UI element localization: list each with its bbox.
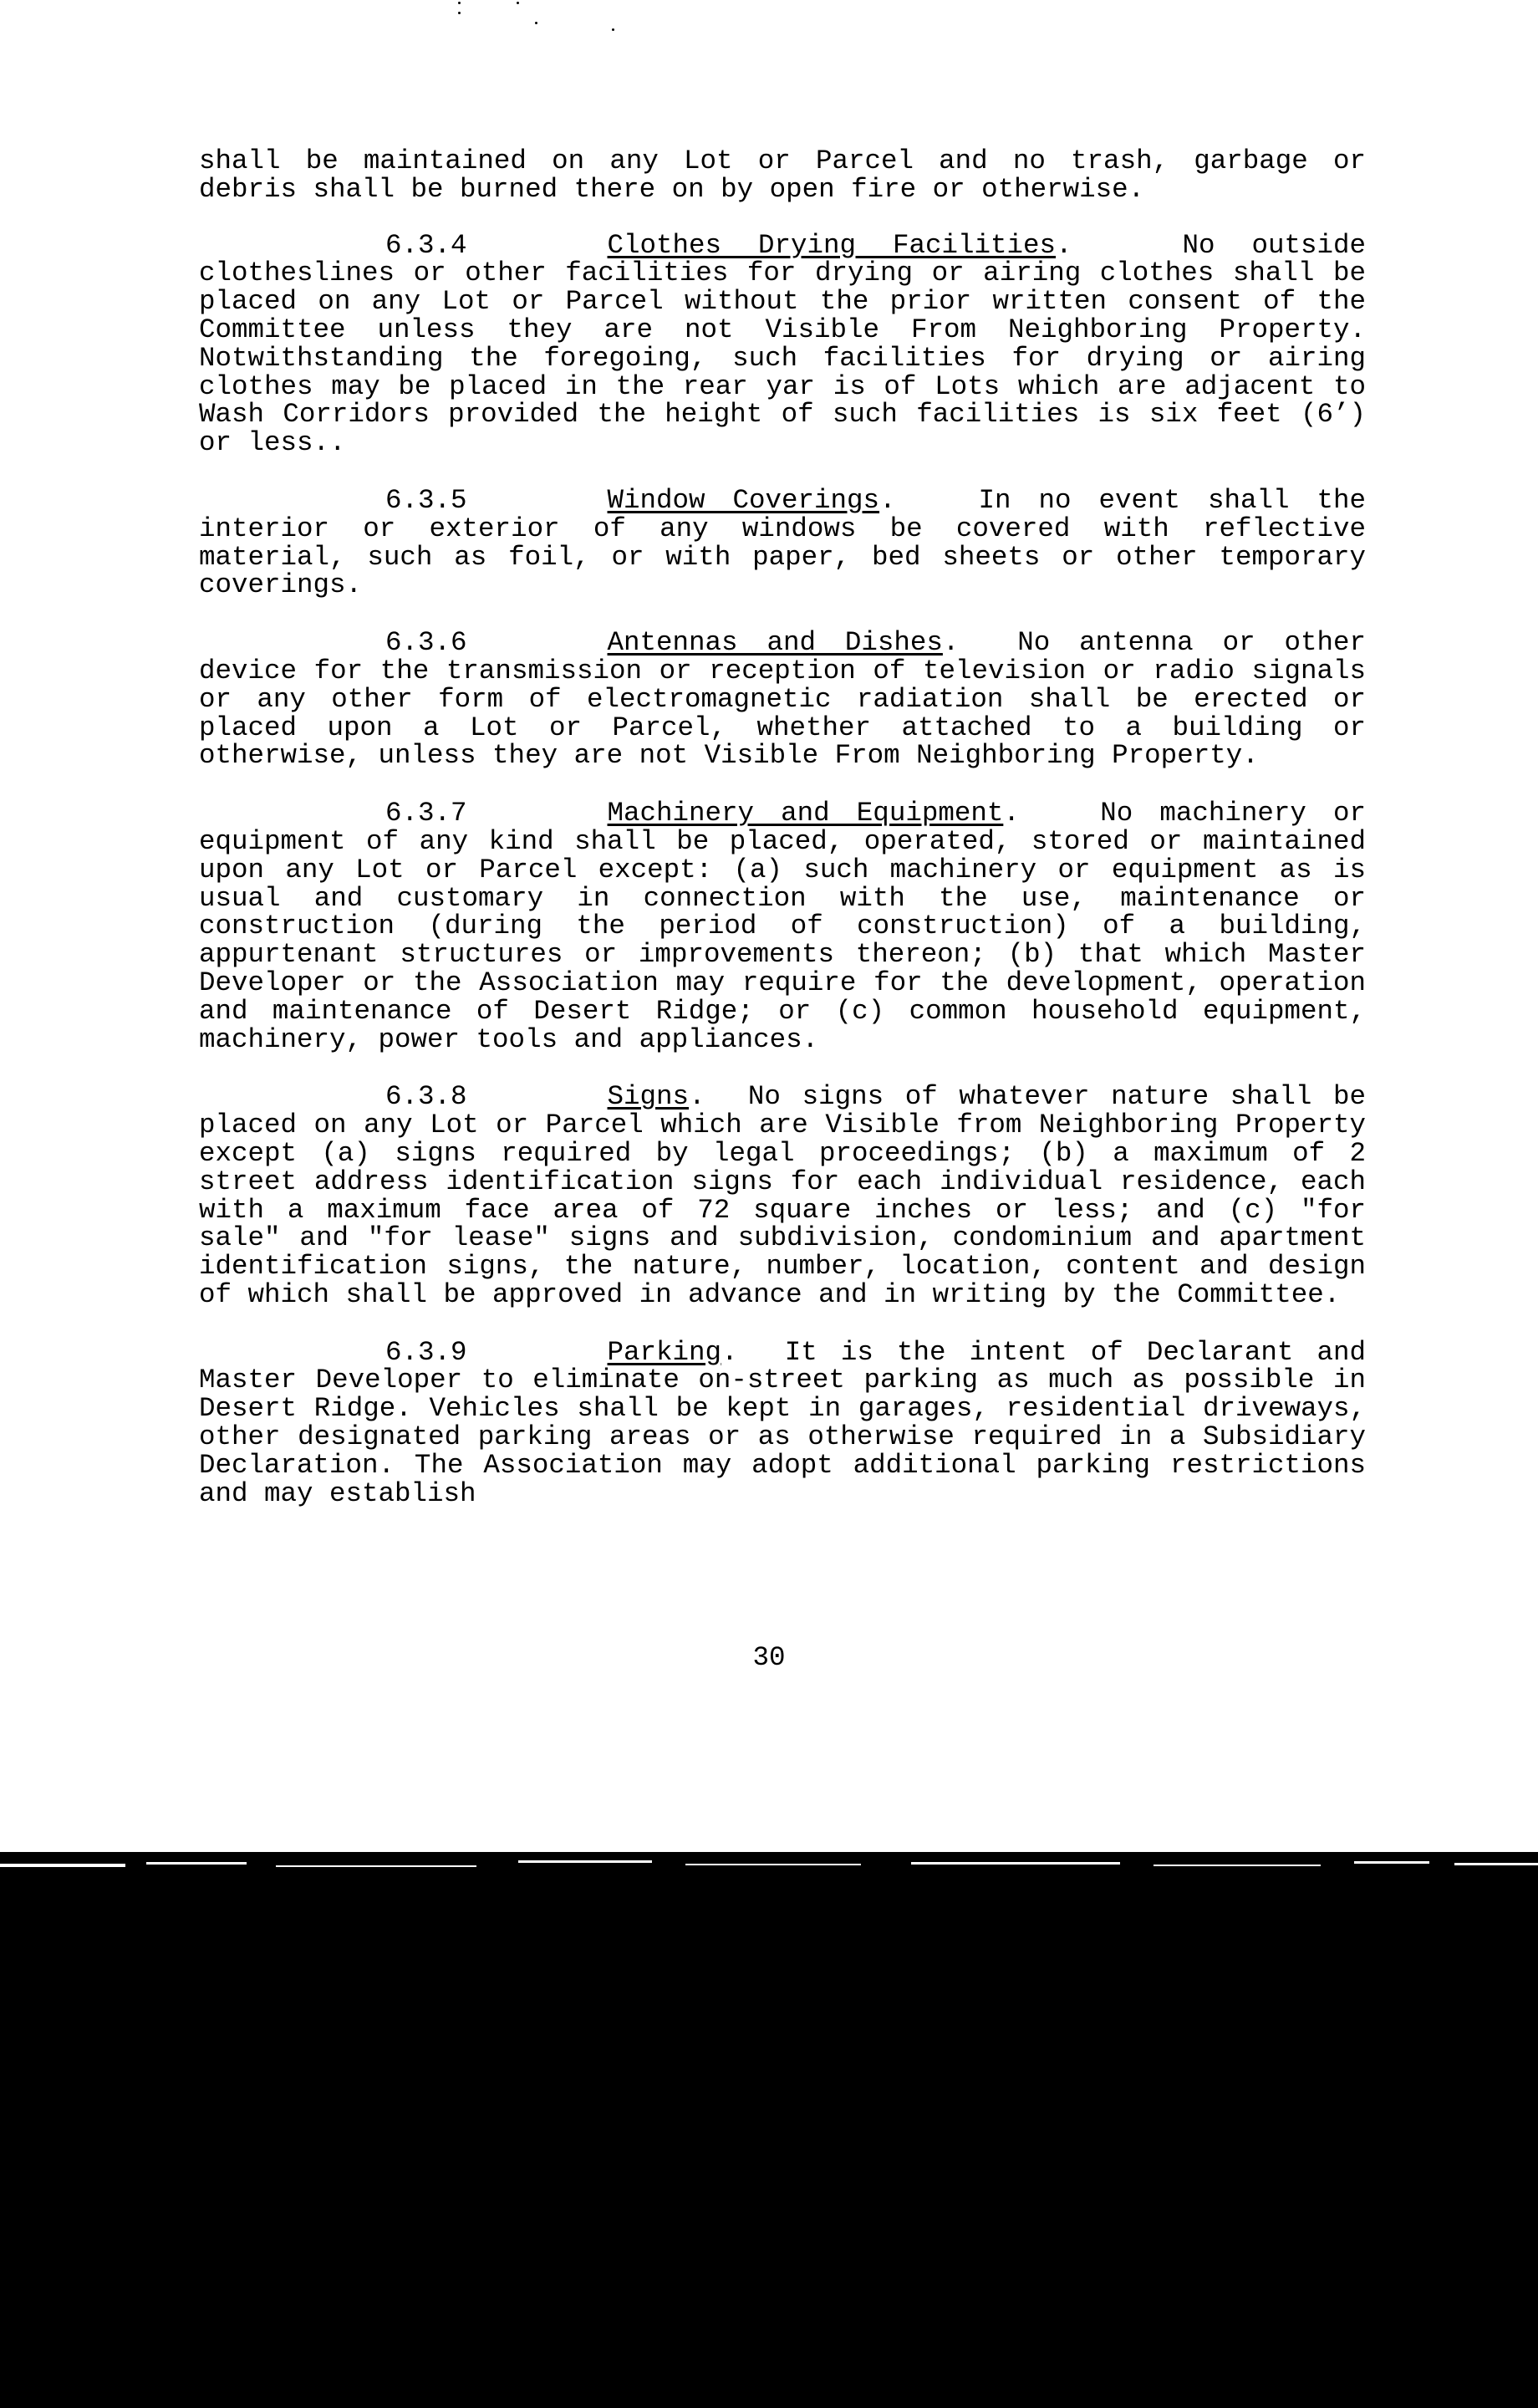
section-body: It is the intent of Declarant and Master Developer to eliminate on-street parking as much as possible in Desert Ridge. Vehicles shall be kept in garages, residential driveways, other designated parking areas or as otherwise required in a Subsidiary Declaration. The Association may adopt additional parking restrictions and may establish: [199, 1336, 1366, 1509]
section-6-3-8: [199, 1083, 1366, 1309]
section-body: No antenna or other device for the transmission or reception of television or radio signals or any other form of electromagnetic radiation shall be erected or placed upon a Lot or Parcel, whether attached to a building or otherwise, unless they are not Visible From Neighboring Property.: [199, 627, 1367, 772]
section-paragraph: 6.3.9 Parking. It is the intent of Declarant and Master Developer to eliminate on-street parking as much as possible in Desert Ridge. Vehicles shall be kept in garages, residential driveways, other designated parking areas or as otherwise required in a Subsidiary Declaration. The Association may adopt additional parking restrictions and may establish: [199, 1336, 1366, 1509]
document-body: [199, 147, 1366, 1537]
page-number: 30: [752, 1642, 786, 1673]
section-body: No machinery or equipment of any kind shall be placed, operated, stored or maintained upon any Lot or Parcel except: (a) such machinery or equipment as is usual and customary in connection with the use, maintenance or construction (during the period of construction) of a building, appurtenant structures or improvements thereon; (b) that which Master Developer or the Association may require for the development, operation and maintenance of Desert Ridge; or (c) common household equipment, machinery, power tools and appliances.: [199, 798, 1366, 1055]
section-6-3-9: [199, 1336, 1366, 1509]
section-number: 6.3.5: [385, 484, 467, 516]
scan-speck: [458, 2, 461, 4]
section-body: No signs of whatever nature shall be placed on any Lot or Parcel which are Visible from Neighboring Property except (a) signs required by legal proceedings; (b) a maximum of 2 street address identification signs for each individual residence, each with a maximum face area of 72 square inches or less; and (c) "for sale" and "for lease" signs and subdivision, condominium and apartment identification signs, the nature, number, location, content and design of which shall be approved in advance and in writing by the Committee.: [199, 1081, 1366, 1310]
scan-noise: [1354, 1861, 1429, 1864]
scan-noise: [1454, 1863, 1538, 1865]
scan-noise: [146, 1862, 247, 1865]
section-6-3-4: [199, 229, 1366, 459]
section-title: Parking: [607, 1336, 722, 1368]
section-paragraph: 6.3.7 Machinery and Equipment. No machinery or equipment of any kind shall be placed, operated, stored or maintained upon any Lot or Parcel except: (a) such machinery or equipment as is usual and customary in connection with the use, maintenance or construction (during the period of construction) of a building, appurtenant structures or improvements thereon; (b) that which Master Developer or the Association may require for the development, operation and maintenance of Desert Ridge; or (c) common household equipment, machinery, power tools and appliances.: [199, 798, 1366, 1055]
section-paragraph: 6.3.4 Clothes Drying Facilities. No outside clotheslines or other facilities for drying or airing clothes shall be placed on any Lot or Parcel without the prior written consent of the Committee unless they are not Visible From Neighboring Property. Notwithstanding the foregoing, such facilities for drying or airing clothes may be placed in the rear yar is of Lots which are adjacent to Wash Corridors provided the height of such facilities is six feet (6’) or less..: [199, 229, 1366, 459]
section-number: 6.3.4: [385, 229, 467, 261]
section-6-3-7: [199, 799, 1366, 1054]
section-title: Clothes Drying Facilities: [607, 229, 1057, 261]
scan-noise: [276, 1865, 476, 1867]
section-title: Machinery and Equipment: [607, 798, 1004, 829]
scan-speck: [517, 2, 519, 4]
scan-noise: [518, 1860, 652, 1863]
scan-speck: [535, 22, 537, 24]
scan-noise: [1154, 1865, 1321, 1866]
section-paragraph: 6.3.5 Window Coverings. In no event shall the interior or exterior of any windows be covered with reflective material, such as foil, or with paper, bed sheets or other temporary coverings.: [199, 484, 1366, 601]
scan-noise: [685, 1864, 861, 1865]
section-title: Window Coverings: [607, 484, 880, 516]
section-number: 6.3.8: [385, 1081, 467, 1113]
section-body: In no event shall the interior or exterior of any windows be covered with reflective material, such as foil, or with paper, bed sheets or other temporary coverings.: [199, 484, 1366, 601]
scan-specks: [451, 0, 635, 33]
section-paragraph: 6.3.6 Antennas and Dishes. No antenna or other device for the transmission or reception of television or radio signals or any other form of electromagnetic radiation shall be erected or placed upon a Lot or Parcel, whether attached to a building or otherwise, unless they are not Visible From Neighboring Property.: [199, 627, 1367, 772]
section-number: 6.3.7: [385, 798, 467, 829]
opening-paragraph: shall be maintained on any Lot or Parcel and no trash, garbage or debris shall be burned there on by open fire or otherwise.: [199, 145, 1366, 205]
section-number: 6.3.6: [385, 627, 467, 659]
section-title: Antennas and Dishes: [607, 627, 943, 659]
scan-speck: [458, 12, 461, 14]
scan-black-border: [0, 1852, 1538, 2408]
scan-noise: [0, 1864, 125, 1867]
section-body: No outside clotheslines or other facilities for drying or airing clothes shall be placed on any Lot or Parcel without the prior written consent of the Committee unless they are not Visible From Neighboring Property. Notwithstanding the foregoing, such facilities for drying or airing clothes may be placed in the rear yar is of Lots which are adjacent to Wash Corridors provided the height of such facilities is six feet (6’) or less..: [199, 229, 1366, 459]
scan-speck: [612, 28, 614, 31]
scan-noise: [911, 1862, 1120, 1865]
section-6-3-5: [199, 484, 1366, 601]
section-title: Signs: [607, 1081, 690, 1113]
section-6-3-6: [199, 629, 1366, 770]
section-number: 6.3.9: [385, 1336, 467, 1368]
scan-edge-noise: [0, 1852, 1538, 1877]
section-paragraph: 6.3.8 Signs. No signs of whatever nature shall be placed on any Lot or Parcel which are Visible from Neighboring Property except (a) signs required by legal proceedings; (b) a maximum of 2 street address identification signs for each individual residence, each with a maximum face area of 72 square inches or less; and (c) "for sale" and "for lease" signs and subdivision, condominium and apartment identification signs, the nature, number, location, content and design of which shall be approved in advance and in writing by the Committee.: [199, 1081, 1366, 1310]
